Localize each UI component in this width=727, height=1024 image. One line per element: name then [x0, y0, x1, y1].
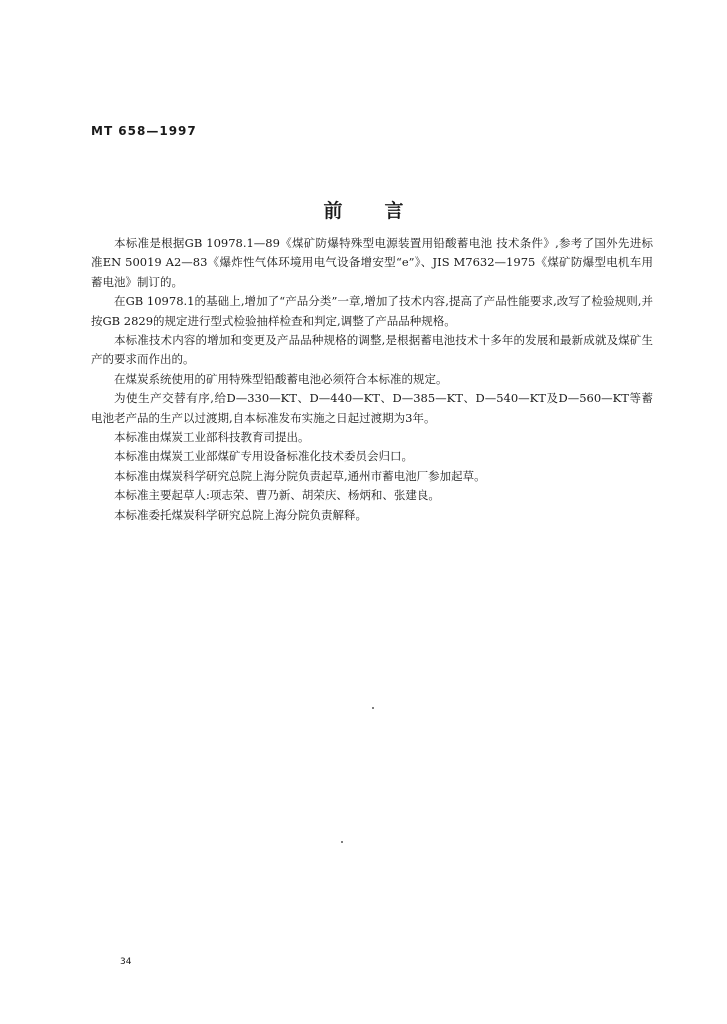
foreword-body [91, 234, 653, 525]
paragraph-transition: 为使生产交替有序,给D—330—KT、D—440—KT、D—385—KT、D—540—KT及D—560—KT等蓄电池老产品的生产以过渡期,自本标准发布实施之日起过渡期为3年。 [91, 391, 653, 425]
paragraph-changes: 本标准技术内容的增加和变更及产品品种规格的调整,是根据蓄电池技术十多年的发展和最新成就及煤矿生产的要求而作出的。 [91, 333, 653, 367]
paragraph-drafter: 本标准由煤炭科学研究总院上海分院负责起草,通州市蓄电池厂参加起草。 [114, 468, 486, 483]
paragraph-authors: 本标准主要起草人:项志荣、曹乃新、胡荣庆、杨炳和、张建良。 [114, 488, 440, 503]
paragraph-scope: 在煤炭系统使用的矿用特殊型铅酸蓄电池必须符合本标准的规定。 [114, 371, 448, 386]
paragraph-additions: 在GB 10978.1的基础上,增加了“产品分类”一章,增加了技术内容,提高了产品性能要求,改写了检验规则,并按GB 2829的规定进行型式检验抽样检查和判定,调整了产品品种规格。 [91, 294, 653, 328]
scan-speck [341, 841, 343, 843]
page-title: 前言 [323, 200, 446, 222]
paragraph-proposer: 本标准由煤炭工业部科技教育司提出。 [114, 430, 310, 445]
paragraph-committee: 本标准由煤炭工业部煤矿专用设备标准化技术委员会归口。 [114, 449, 413, 464]
paragraph-interpretation: 本标准委托煤炭科学研究总院上海分院负责解释。 [114, 507, 367, 522]
paragraph-basis: 本标准是根据GB 10978.1—89《煤矿防爆特殊型电源装置用铅酸蓄电池 技术条件》,参考了国外先进标准EN 50019 A2—83《爆炸性气体环境用电气设备增安型“e”》、JIS M7632—1975《煤矿防爆型电机车用蓄电池》制订的。 [91, 236, 653, 289]
scan-speck [372, 707, 374, 709]
standard-number: MT 658—1997 [91, 124, 197, 138]
page-number: 34 [120, 957, 132, 967]
